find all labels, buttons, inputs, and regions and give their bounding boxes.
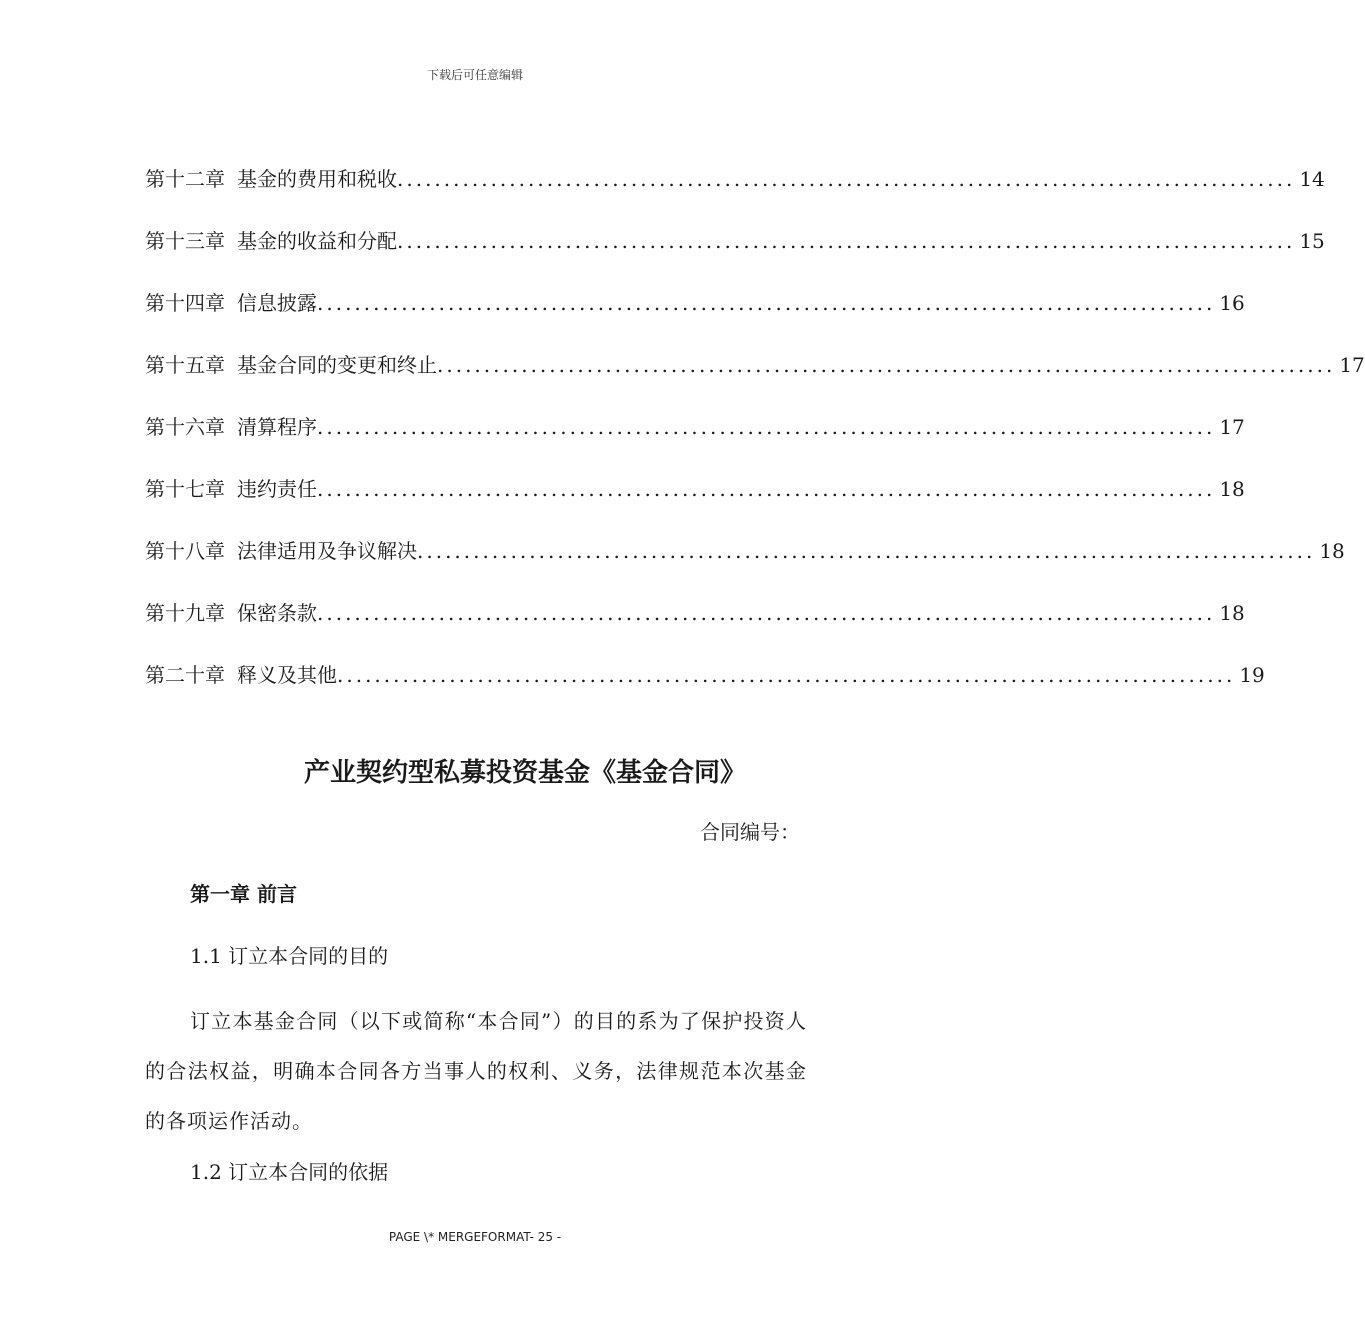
toc-entry[interactable] [145, 258, 1245, 320]
document-title: 产业契约型私募投资基金《基金合同》 [303, 758, 746, 788]
toc-chapter-title: 信息披露 [237, 291, 317, 315]
toc-chapter-number: 第十五章 [145, 353, 225, 377]
toc-chapter-number: 第十二章 [145, 167, 225, 191]
toc-dot-leader: ................................................................................................ [397, 229, 1296, 253]
toc-entry[interactable] [145, 320, 1365, 382]
toc-chapter-title: 清算程序 [237, 415, 317, 439]
toc-page-number: 18 [1319, 539, 1345, 563]
toc-chapter-number: 第十六章 [145, 415, 225, 439]
toc-dot-leader: ................................................................................................ [397, 167, 1296, 191]
toc-page-number: 17 [1339, 353, 1365, 377]
toc-page-number: 17 [1219, 415, 1245, 439]
toc-chapter-title: 基金合同的变更和终止 [237, 353, 437, 377]
toc-entry[interactable] [145, 382, 1245, 444]
toc-dot-leader: ................................................................................................ [317, 291, 1216, 315]
toc-page-number: 14 [1299, 167, 1325, 191]
toc-chapter-title: 保密条款 [237, 601, 317, 625]
toc-page-number: 16 [1219, 291, 1245, 315]
toc-chapter-title: 违约责任 [237, 477, 317, 501]
toc-entry[interactable] [145, 196, 1325, 258]
section-heading-1-1: 1.1 订立本合同的目的 [190, 944, 389, 968]
toc-entry[interactable] [145, 134, 1325, 196]
chapter-heading: 第一章 前言 [190, 882, 297, 906]
toc-entry[interactable] [145, 444, 1245, 506]
table-of-contents [145, 134, 1365, 692]
toc-chapter-number: 第十四章 [145, 291, 225, 315]
toc-chapter-number: 第十八章 [145, 539, 225, 563]
toc-page-number: 19 [1239, 663, 1265, 687]
toc-dot-leader: ................................................................................................ [337, 663, 1236, 687]
toc-chapter-number: 第十三章 [145, 229, 225, 253]
toc-dot-leader: ................................................................................................ [317, 477, 1216, 501]
body-paragraph: 订立本基金合同（以下或简称“本合同”）的目的系为了保护投资人的合法权益，明确本合同各方当事人的权利、义务，法律规范本次基金的各项运作活动。 [145, 1009, 807, 1133]
toc-page-number: 15 [1299, 229, 1325, 253]
toc-chapter-title: 释义及其他 [237, 663, 337, 687]
toc-dot-leader: ................................................................................................ [317, 415, 1216, 439]
toc-entry[interactable] [145, 568, 1245, 630]
toc-page-number: 18 [1219, 477, 1245, 501]
toc-entry[interactable] [145, 506, 1345, 568]
toc-chapter-title: 基金的收益和分配 [237, 229, 397, 253]
toc-entry[interactable] [145, 630, 1265, 692]
header-note: 下载后可任意编辑 [426, 68, 523, 82]
page-footer: PAGE \* MERGEFORMAT- 25 - [388, 1230, 562, 1244]
toc-chapter-number: 第十七章 [145, 477, 225, 501]
toc-chapter-number: 第十九章 [145, 601, 225, 625]
toc-dot-leader: ................................................................................................ [417, 539, 1316, 563]
section-heading-1-2: 1.2 订立本合同的依据 [190, 1160, 389, 1184]
toc-dot-leader: ................................................................................................ [437, 353, 1336, 377]
contract-number-label: 合同编号： [700, 820, 800, 844]
toc-chapter-title: 法律适用及争议解决 [237, 539, 417, 563]
toc-dot-leader: ................................................................................................ [317, 601, 1216, 625]
toc-chapter-number: 第二十章 [145, 663, 225, 687]
toc-chapter-title: 基金的费用和税收 [237, 167, 397, 191]
toc-page-number: 18 [1219, 601, 1245, 625]
